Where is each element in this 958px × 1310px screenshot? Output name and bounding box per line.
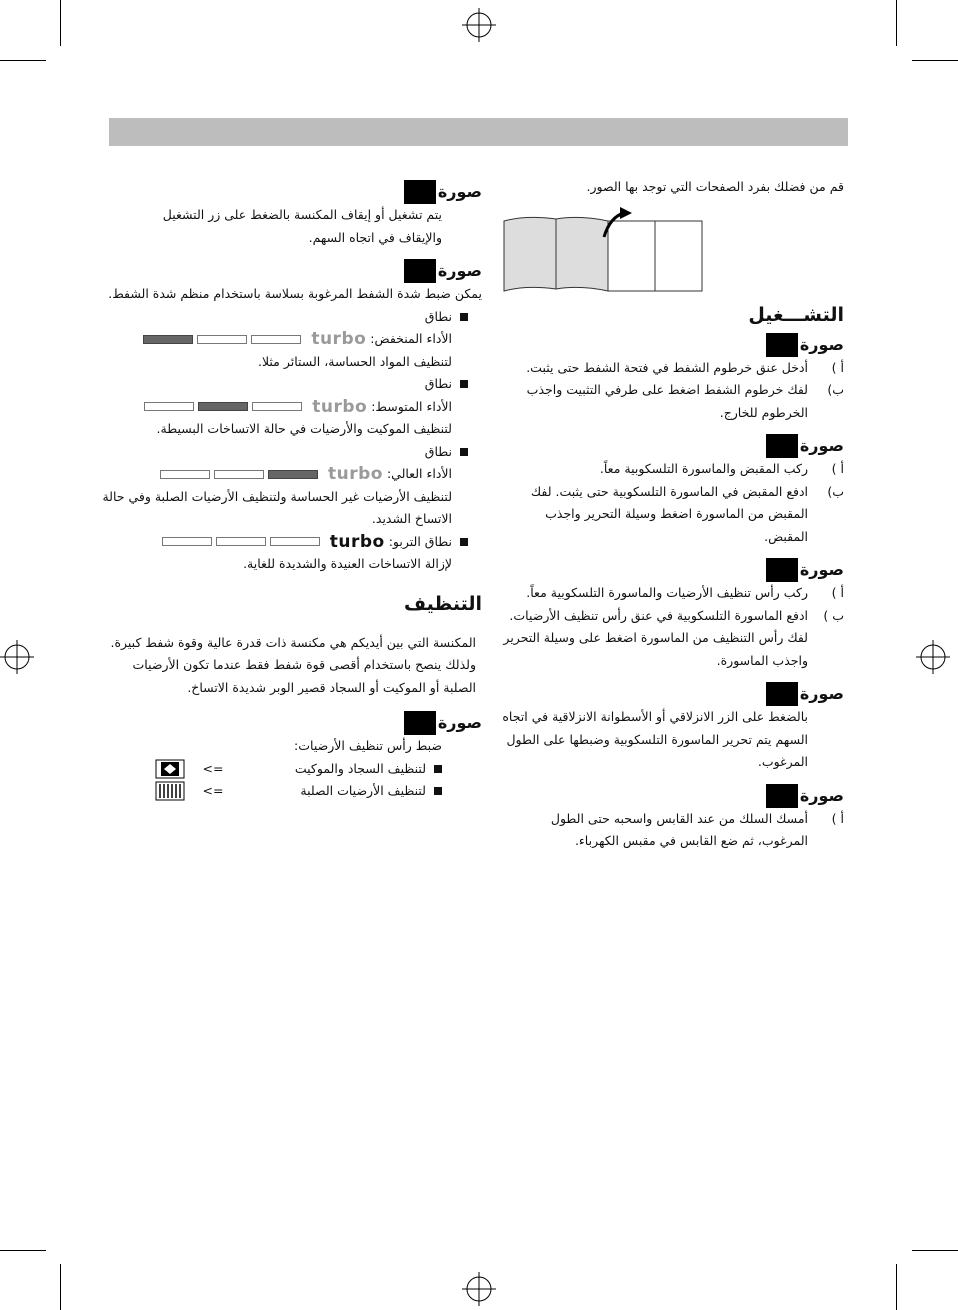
registration-mark-icon: [462, 1272, 496, 1306]
figure-label: صورة: [437, 713, 482, 732]
range-performance: الأداء المتوسط:: [371, 398, 452, 414]
level-bar: [216, 537, 266, 546]
arrow-text: <=: [202, 760, 224, 776]
header-bar: [109, 118, 848, 146]
instruction-item: [500, 582, 844, 605]
power-level-indicator: [98, 531, 452, 554]
level-bar: [268, 470, 318, 479]
instruction-item: [500, 808, 844, 853]
range-name: نطاق: [424, 443, 452, 459]
setting-text: لتنظيف الأرضيات الصلبة: [300, 783, 426, 798]
level-bar: [197, 335, 247, 344]
instruction-item: [500, 379, 844, 424]
suction-range: [98, 441, 468, 531]
instruction-text: بالضغط على الزر الانزلاقي أو الأسطوانة الانزلاقية في اتجاه السهم يتم تحرير الماسورة التلسكوبية وضبطها على الطول المرغوب.: [502, 709, 808, 769]
figure-number-box: [404, 180, 436, 204]
range-name: نطاق: [424, 308, 452, 324]
registration-mark-icon: [462, 8, 496, 42]
turbo-label: turbo: [312, 396, 368, 417]
instruction-text: ادفع المقبض في الماسورة التلسكوبية حتى يثبت. لفك المقبض من الماسورة اضغط وسيلة التحرير واجذب المقبض.: [530, 483, 808, 544]
range-performance: الأداء العالي:: [386, 466, 452, 481]
instruction-text: لفك خرطوم الشفط اضغط على طرفي التثبيت واجذب الخرطوم للخارج.: [526, 382, 808, 420]
unfold-pages-illustration: [500, 207, 708, 295]
figure-number-box: [404, 711, 436, 735]
crop-mark: [912, 60, 958, 61]
level-bar: [251, 335, 301, 344]
level-bar: [162, 537, 212, 546]
crop-mark: [60, 1264, 61, 1310]
level-bar: [143, 335, 193, 344]
figure-label: صورة: [799, 436, 844, 455]
figure-label: صورة: [799, 334, 844, 354]
floor-setting: [98, 758, 442, 781]
level-bar: [198, 402, 248, 411]
registration-mark-icon: [0, 640, 34, 674]
instruction-item: [500, 605, 844, 673]
crop-mark: [912, 1250, 958, 1251]
figure-label: صورة: [799, 684, 844, 703]
range-name: نطاق التربو:: [388, 533, 452, 549]
floor-setting: [98, 780, 442, 803]
crop-mark: [0, 60, 46, 61]
figure-heading: [500, 784, 844, 808]
turbo-label: turbo: [329, 531, 385, 552]
carpet-icon: [155, 759, 185, 779]
item-marker: أ ): [831, 810, 844, 826]
figure-heading: [500, 558, 844, 582]
range-description: لتنظيف الموكيت والأرضيات في حالة الاتساخات البسيطة.: [156, 421, 452, 436]
level-bar: [252, 402, 302, 411]
operation-title: التشـــغيل: [748, 303, 844, 326]
instruction-item: [500, 481, 844, 549]
level-bar: [214, 470, 264, 479]
figure-heading: [98, 259, 482, 283]
power-level-indicator: [98, 396, 452, 419]
figure-label: صورة: [799, 560, 844, 579]
item-marker: ب): [827, 382, 844, 397]
suction-range: [98, 306, 468, 374]
item-marker: أ ): [831, 585, 844, 600]
registration-mark-icon: [916, 640, 950, 674]
figure-number-box: [766, 434, 798, 458]
floor-head-text: ضبط رأس تنظيف الأرضيات:: [294, 738, 442, 753]
instruction-item: [500, 357, 844, 380]
instruction-item: [500, 706, 844, 774]
cleaning-text: المكنسة التي بين أيديكم هي مكنسة ذات قدرة عالية وقوة شفط كبيرة. ولذلك ينصح باستخدام أقصى قوة شفط فقط عندما تكون الأرضيات الصلبة أو الموكيت أو السجاد قصير الوبر شديدة الاتساخ.: [110, 634, 476, 695]
power-level-indicator: [98, 463, 452, 486]
arrow-text: <=: [202, 783, 224, 798]
suction-text: يمكن ضبط شدة الشفط المرغوبة بسلاسة باستخدام منظم شدة الشفط.: [108, 286, 482, 301]
level-bar: [160, 470, 210, 479]
instruction-text: أمسك السلك من عند القابس واسحبه حتى الطول المرغوب، ثم ضع القابس في مقبس الكهرباء.: [550, 810, 808, 848]
turbo-range: [98, 531, 468, 576]
range-description: لتنظيف الأرضيات غير الحساسة ولتنظيف الأرضيات الصلبة وفي حالة الاتساخ الشديد.: [102, 488, 452, 526]
item-marker: ب ): [823, 607, 844, 623]
power-text: يتم تشغيل أو إيقاف المكنسة بالضغط على زر التشغيل والإيقاف في اتجاه السهم.: [162, 207, 442, 245]
instruction-text: ركب المقبض والماسورة التلسكوبية معاً.: [599, 461, 808, 476]
figure-heading: [500, 682, 844, 706]
hard-floor-icon: [155, 781, 185, 801]
level-bar: [144, 402, 194, 411]
figure-number-box: [766, 682, 798, 706]
range-description: لتنظيف المواد الحساسة، الستائر مثلا.: [257, 353, 452, 369]
level-bar: [270, 537, 320, 546]
figure-label: صورة: [437, 261, 482, 280]
intro-text: قم من فضلك بفرد الصفحات التي توجد بها الصور.: [586, 179, 844, 194]
figure-label: صورة: [799, 785, 844, 805]
figure-heading: [98, 711, 482, 735]
figure-heading: [500, 434, 844, 458]
figure-heading: [500, 333, 844, 357]
item-marker: أ ): [831, 461, 844, 476]
crop-mark: [0, 1250, 46, 1251]
suction-range: [98, 373, 468, 441]
crop-mark: [60, 0, 61, 46]
setting-text: لتنظيف السجاد والموكيت: [294, 760, 426, 776]
figure-number-box: [766, 784, 798, 808]
figure-number-box: [404, 259, 436, 283]
instruction-item: [500, 458, 844, 481]
figure-heading: [98, 180, 482, 204]
crop-mark: [896, 1264, 897, 1310]
turbo-label: turbo: [327, 464, 383, 484]
range-performance: الأداء المنخفض:: [370, 331, 452, 346]
left-column: [98, 180, 482, 803]
figure-number-box: [766, 558, 798, 582]
item-marker: أ ): [831, 359, 844, 375]
instruction-text: أدخل عنق خرطوم الشفط في فتحة الشفط حتى يثبت.: [526, 359, 808, 375]
right-column: [500, 176, 844, 853]
instruction-text: ادفع الماسورة التلسكوبية في عنق رأس تنظيف الأرضيات. لفك رأس التنظيف من الماسورة اضغط على وسيلة التحرير واجذب الماسورة.: [503, 607, 808, 668]
figure-number-box: [766, 333, 798, 357]
item-marker: ب): [827, 483, 844, 499]
turbo-label: turbo: [311, 329, 367, 349]
instruction-text: ركب رأس تنظيف الأرضيات والماسورة التلسكوبية معاً.: [526, 585, 808, 600]
power-level-indicator: [98, 328, 452, 351]
range-name: نطاق: [424, 376, 452, 391]
crop-mark: [896, 0, 897, 46]
range-description: لإزالة الاتساخات العنيدة والشديدة للغاية.: [243, 556, 452, 571]
cleaning-title: التنظيف: [403, 592, 482, 615]
figure-label: صورة: [437, 182, 482, 201]
